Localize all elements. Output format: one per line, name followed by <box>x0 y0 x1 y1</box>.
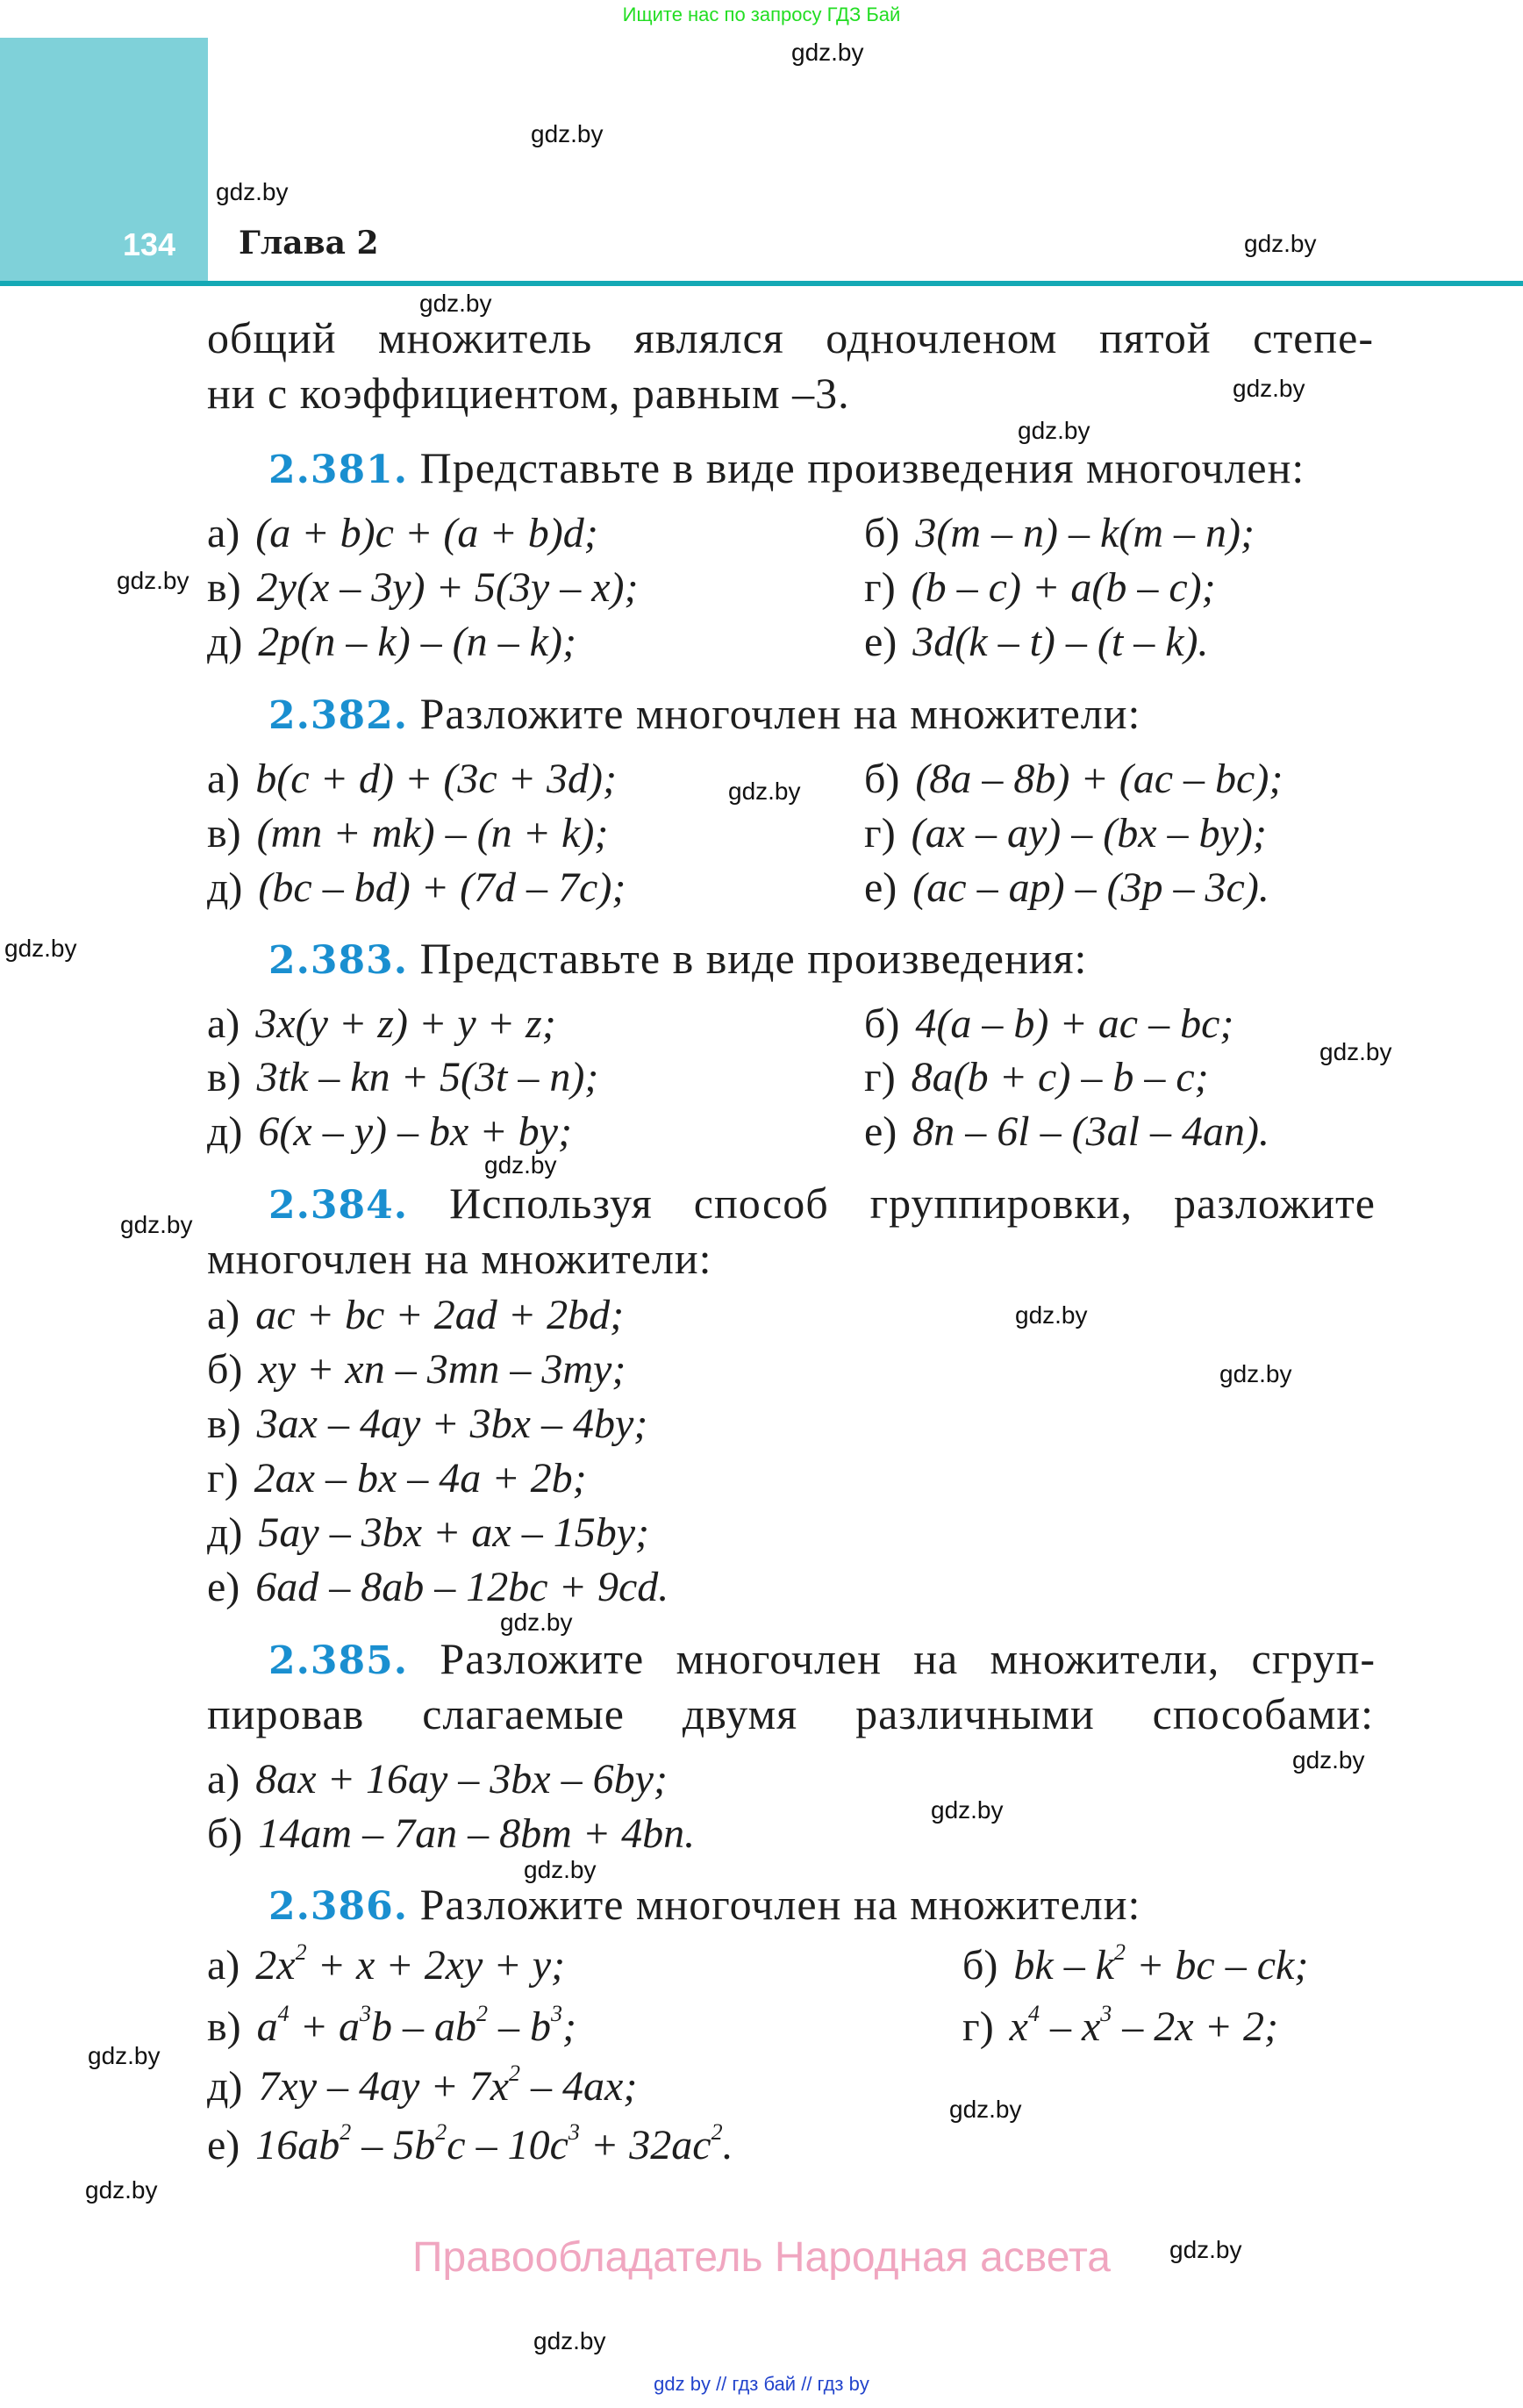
problem-number: 2.386. <box>268 1884 409 1929</box>
item-label: в) <box>207 810 241 856</box>
watermark: gdz.by <box>216 178 289 205</box>
problem-item <box>207 2001 576 2053</box>
item-expression: 3ax – 4ay + 3bx – 4by; <box>256 1401 648 1447</box>
watermark: gdz.by <box>533 2327 606 2354</box>
watermark: gdz.by <box>524 1856 597 1883</box>
problem-item <box>207 616 576 669</box>
item-expression: xy + xn – 3mn – 3my; <box>258 1346 626 1393</box>
item-label: е) <box>864 1108 897 1155</box>
problem-item <box>207 753 617 806</box>
watermark: gdz.by <box>1244 230 1317 257</box>
item-label: д) <box>207 1509 243 1556</box>
header-rule <box>0 281 1523 286</box>
watermark: gdz.by <box>85 2176 158 2204</box>
item-expression: (b – c) + a(b – c); <box>911 564 1216 611</box>
watermark: gdz.by <box>120 1211 193 1238</box>
problem-item <box>962 1939 1308 1992</box>
problem-number: 2.384. <box>268 1183 409 1228</box>
problem-item <box>864 507 1255 560</box>
item-label: а) <box>207 1942 240 1989</box>
problem-item <box>207 562 639 614</box>
item-label: е) <box>864 619 897 665</box>
item-expression: $a^4 + a^3b - ab^2 - b^3$; <box>256 2001 577 2050</box>
item-expression: bk – $k^2$ + bc – ck; <box>1013 1939 1309 1989</box>
problem-2-382-heading <box>268 687 1140 742</box>
item-label: д) <box>207 619 243 665</box>
problem-item <box>864 862 1269 914</box>
problem-2-381-heading <box>268 441 1305 497</box>
problem-item <box>962 2001 1278 2053</box>
problem-item <box>207 2060 637 2113</box>
problem-item <box>207 1289 624 1342</box>
item-label: д) <box>207 1108 243 1155</box>
item-label: а) <box>207 1000 240 1047</box>
item-expression: 8n – 6l – (3al – 4an). <box>912 1108 1269 1155</box>
problem-item <box>207 1452 587 1505</box>
item-expression: 4(a – b) + ac – bc; <box>915 1000 1234 1047</box>
item-expression: (a + b)c + (a + b)d; <box>255 510 598 556</box>
intro-line-2: ни с коэффициентом, равным –3. <box>207 369 850 418</box>
item-expression: 3(m – n) – k(m – n); <box>915 510 1255 556</box>
item-label: б) <box>962 1942 998 1989</box>
item-expression: 2p(n – k) – (n – k); <box>258 619 576 665</box>
problem-title: Представьте в виде произведения: <box>419 934 1088 983</box>
item-expression: 6ad – 8ab – 12bc + 9cd. <box>255 1564 669 1610</box>
problem-item <box>207 862 626 914</box>
problem-item <box>207 1398 647 1451</box>
item-label: б) <box>207 1346 243 1393</box>
watermark: gdz.by <box>728 778 801 805</box>
watermark: gdz.by <box>791 39 864 66</box>
item-expression: 2y(x – 3y) + 5(3y – x); <box>256 564 639 611</box>
item-expression: b(c + d) + (3c + 3d); <box>255 756 617 802</box>
problem-item <box>864 1106 1269 1158</box>
item-label: е) <box>207 2122 240 2168</box>
item-label: е) <box>864 864 897 911</box>
watermark: gdz.by <box>1233 375 1305 402</box>
item-expression: $2x^2 + x + 2xy + y$; <box>255 1939 565 1989</box>
watermark: gdz.by <box>88 2042 161 2069</box>
item-label: а) <box>207 1756 240 1802</box>
problem-item <box>864 616 1209 669</box>
problem-item <box>207 1753 668 1806</box>
watermark: gdz.by <box>419 290 492 317</box>
watermark: gdz.by <box>931 1796 1004 1824</box>
copyright-notice: Правообладатель Народная асвета <box>412 2234 1111 2281</box>
item-label: а) <box>207 1292 240 1338</box>
problem-title: Разложите многочлен на множители: <box>419 689 1141 738</box>
watermark: gdz.by <box>1169 2236 1242 2263</box>
problem-item <box>864 562 1216 614</box>
item-label: а) <box>207 510 240 556</box>
item-expression: 8a(b + c) – b – c; <box>911 1054 1209 1100</box>
problem-item <box>864 753 1283 806</box>
problem-2-384-heading <box>268 1177 1376 1232</box>
watermark: gdz.by <box>531 120 604 147</box>
problem-title: Представьте в виде произведения многочлен: <box>419 443 1305 492</box>
problem-title-continued: многочлен на множители: <box>207 1234 712 1283</box>
problem-item <box>207 1939 565 1992</box>
item-expression: (ac – ap) – (3p – 3c). <box>912 864 1269 911</box>
problem-2-383-heading <box>268 932 1087 987</box>
item-expression: 3x(y + z) + y + z; <box>255 1000 556 1047</box>
watermark: gdz.by <box>1015 1301 1088 1329</box>
item-label: б) <box>864 1000 900 1047</box>
item-label: г) <box>864 564 896 611</box>
problem-title: Разложите многочлен на множители, сгруп- <box>440 1634 1376 1683</box>
item-expression: $16ab^2 - 5b^2c - 10c^3 + 32ac^2$. <box>255 2119 733 2168</box>
item-label: а) <box>207 756 240 802</box>
item-label: в) <box>207 2003 241 2050</box>
problem-item <box>207 998 556 1050</box>
problem-item <box>864 807 1267 860</box>
problem-item <box>207 1561 669 1614</box>
item-expression: 3d(k – t) – (t – k). <box>912 619 1209 665</box>
problem-item <box>207 2119 733 2172</box>
item-label: в) <box>207 564 241 611</box>
item-expression: 6(x – y) – bx + by; <box>258 1108 572 1155</box>
problem-item <box>207 1507 649 1559</box>
item-label: г) <box>864 810 896 856</box>
item-expression: 5ay – 3bx + ax – 15by; <box>258 1509 649 1556</box>
item-label: б) <box>207 1810 243 1857</box>
item-expression: 8ax + 16ay – 3bx – 6by; <box>255 1756 668 1802</box>
problem-number: 2.382. <box>268 693 409 738</box>
page-number: 134 <box>123 226 176 262</box>
item-label: д) <box>207 2063 243 2110</box>
item-label: в) <box>207 1401 241 1447</box>
problem-number: 2.381. <box>268 448 409 492</box>
problem-title: Разложите многочлен на множители: <box>419 1880 1141 1929</box>
item-expression: (bc – bd) + (7d – 7c); <box>258 864 626 911</box>
item-expression: 14am – 7an – 8bm + 4bn. <box>258 1810 696 1857</box>
watermark: gdz.by <box>1292 1746 1365 1774</box>
problem-item <box>207 1808 695 1860</box>
item-label: е) <box>207 1564 240 1610</box>
watermark: gdz.by <box>484 1151 557 1179</box>
problem-item <box>207 1344 626 1396</box>
item-expression: $7xy - 4ay + 7x^2 - 4ax$; <box>258 2060 638 2110</box>
problem-2-386-heading <box>268 1878 1140 1933</box>
item-label: г) <box>207 1455 239 1501</box>
watermark: gdz.by <box>4 935 77 962</box>
problem-title: Используя способ группировки, разложите <box>449 1179 1376 1228</box>
watermark: gdz.by <box>1018 417 1090 444</box>
watermark: gdz.by <box>1219 1360 1292 1387</box>
item-expression: $x^4 - x^3 - 2x + 2$; <box>1009 2001 1278 2050</box>
problem-title-continued: пировав слагаемые двумя различными способами: <box>207 1689 1374 1738</box>
item-expression: (ax – ay) – (bx – by); <box>911 810 1267 856</box>
problem-item <box>864 998 1233 1050</box>
chapter-title: Глава 2 <box>239 225 379 262</box>
problem-item <box>207 1106 572 1158</box>
problem-item <box>864 1051 1209 1104</box>
problem-number: 2.385. <box>268 1638 409 1683</box>
problem-2-385-heading <box>268 1632 1376 1688</box>
item-expression: (8a – 8b) + (ac – bc); <box>915 756 1283 802</box>
item-expression: 2ax – bx – 4a + 2b; <box>254 1455 587 1501</box>
watermark: gdz.by <box>1319 1038 1392 1065</box>
top-banner: Ищите нас по запросу ГДЗ Бай <box>622 4 901 25</box>
intro-line-1: общий множитель являлся одночленом пятой степе- <box>207 313 1374 362</box>
item-label: б) <box>864 510 900 556</box>
problem-number: 2.383. <box>268 938 409 983</box>
watermark: gdz.by <box>117 567 189 594</box>
problem-item <box>207 1051 598 1104</box>
item-label: д) <box>207 864 243 911</box>
watermark: gdz.by <box>500 1609 573 1636</box>
watermark: gdz.by <box>949 2096 1022 2123</box>
problem-item <box>207 807 608 860</box>
item-expression: (mn + mk) – (n + k); <box>256 810 609 856</box>
page-number-band <box>0 38 208 283</box>
item-expression: 3tk – kn + 5(3t – n); <box>256 1054 599 1100</box>
item-label: г) <box>962 2003 994 2050</box>
problem-item <box>207 507 598 560</box>
item-label: б) <box>864 756 900 802</box>
item-label: г) <box>864 1054 896 1100</box>
footer-links[interactable]: gdz by // гдз бай // гдз by <box>654 2373 869 2395</box>
item-expression: ac + bc + 2ad + 2bd; <box>255 1292 625 1338</box>
item-label: в) <box>207 1054 241 1100</box>
